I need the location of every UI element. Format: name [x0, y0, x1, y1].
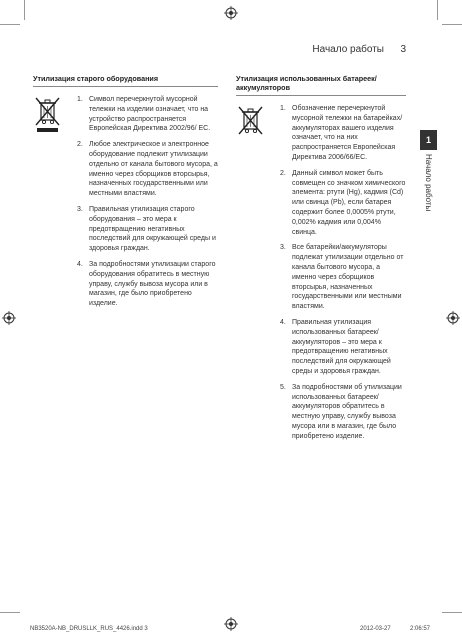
chapter-tab [420, 130, 437, 220]
registration-mark-icon [224, 617, 238, 631]
list-item: 4. За подробностями утилизации старого оборудования обратитесь в местную управу, службу вывоза мусора или в магазин, где было приобретено изделие. [77, 260, 216, 308]
right-heading: Утилизация использованных батареек/ аккумуляторов [236, 74, 406, 96]
crop-mark [0, 612, 20, 613]
crop-mark [24, 0, 25, 20]
list-item: 1. Символ перечеркнутой мусорной тележки на изделии означает, что на устройство распространяется Европейская Директива 2002/96/ ЕС. [77, 96, 211, 133]
crop-mark [442, 24, 462, 25]
list-item: 2. Любое электрическое и электронное оборудование подлежит утилизации отдельно от канала бытового мусора, а именно через сборщиков вторсырья, назначенных государственными или местными властями. [77, 141, 218, 198]
footer-date: 2012-03-27 [360, 626, 391, 632]
chapter-number: 1 [420, 130, 437, 150]
list-item: 5. За подробностями об утилизации использованных батареек/ аккумуляторов обратитесь в местную управу, службу вывоза мусора или в магазин, где было приобретено изделие. [280, 383, 402, 440]
chapter-label: Начало работы [424, 154, 433, 212]
crossed-bin-icon [33, 95, 77, 315]
crossed-bin-icon [236, 104, 280, 448]
list-item: 3. Правильная утилизация старого оборудования – это мера к предотвращению негативных последствий для окружающей среды и здоровья граждан. [77, 205, 216, 253]
left-heading: Утилизация старого оборудования [33, 74, 218, 87]
old-equipment-section [33, 74, 218, 315]
registration-mark-icon [2, 311, 16, 325]
battery-section [236, 74, 406, 448]
list-item: 2. Данный символ может быть совмещен со значком химического элемента: ртути (Hg), кадмия (Cd) или свинца (Pb), если батарея содержит более 0,0005% ртути, 0,002% кадмия или 0,004% свинца. [280, 169, 406, 236]
list-item: 1. Обозначение перечеркнутой мусорной тележки на батарейках/ аккумуляторах вашего изделия означает, что на них распространяется Европейская Директива 2006/66/ЕС. [280, 105, 403, 161]
footer-filename: NB3520A-NB_DRUSLLK_RUS_4426.indd 3 [30, 626, 148, 632]
list-item: 3. Все батарейки/аккумуляторы подлежат утилизации отдельно от канала бытового мусора, а именно через сборщиков вторсырья, назначенных государственными или местными властями. [280, 244, 404, 311]
crop-mark [0, 24, 20, 25]
list-item: 4. Правильная утилизация использованных батареек/ аккумуляторов – это мера к предотвращению негативных последствий для окружающей среды и здоровья граждан. [280, 318, 391, 375]
registration-mark-icon [446, 311, 460, 325]
crop-mark [437, 0, 438, 20]
page-number: 3 [400, 44, 406, 55]
footer-time: 2:06:57 [410, 626, 431, 632]
registration-mark-icon [224, 6, 238, 20]
crop-mark [442, 612, 462, 613]
section-title: Начало работы [312, 44, 384, 55]
